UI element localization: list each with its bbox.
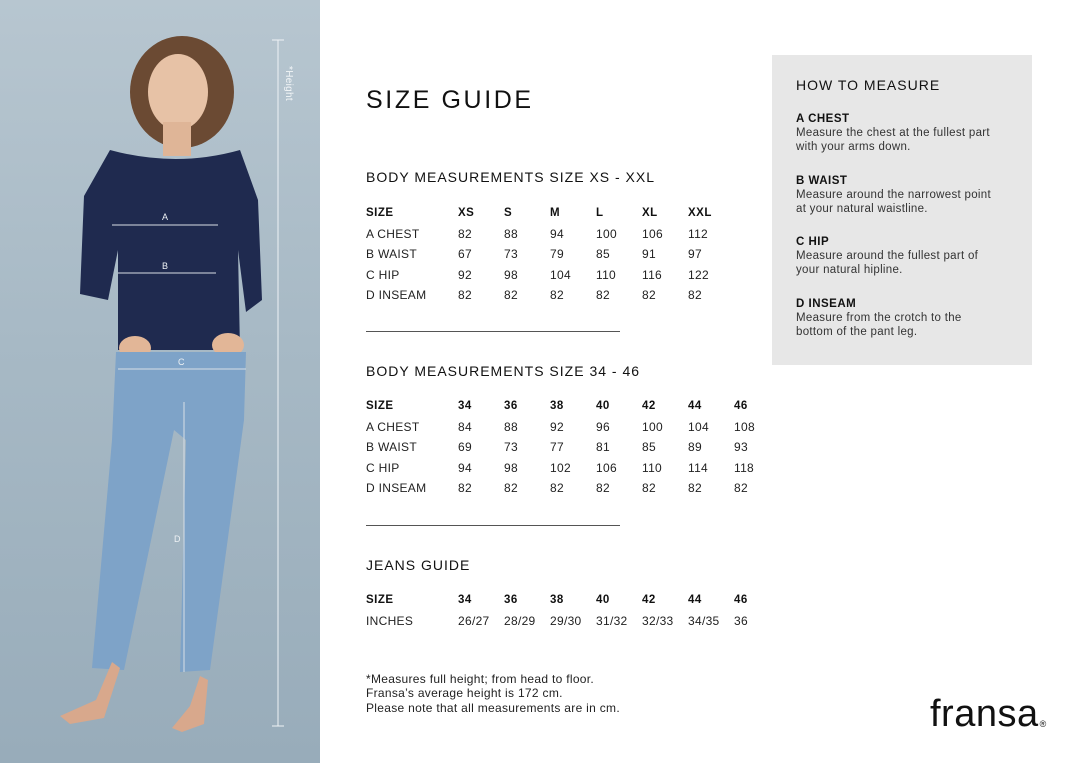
table-cell: 82 [596,288,610,303]
how-item-text: Measure the chest at the fullest part [796,127,990,139]
table-cell: D INSEAM [366,288,427,303]
table-cell: 82 [642,288,656,303]
table-header-cell: 40 [596,594,610,607]
table-cell: 82 [458,288,472,303]
table-cell: 69 [458,440,472,455]
table-cell: 106 [596,460,617,475]
table-cell: 82 [596,481,610,496]
table-header-cell: SIZE [366,594,394,607]
table-header-cell: M [550,207,561,220]
table-cell: 104 [688,419,709,434]
table-row [366,244,734,265]
table-cell: B WAIST [366,440,417,455]
table-cell: 67 [458,247,472,262]
table-header-cell: L [596,207,604,220]
table-cell: 112 [688,226,709,241]
table-header-cell: SIZE [366,400,394,413]
model-photo [0,0,320,763]
how-item-label: B WAIST [796,174,848,187]
table-cell: 88 [504,226,518,241]
table-cell: 32/33 [642,613,674,628]
table-cell: 114 [688,460,709,475]
how-item-label: C HIP [796,236,830,249]
how-item-text: Measure around the fullest part of [796,250,979,263]
how-to-measure-box [772,55,1032,365]
table-cell: 92 [458,267,472,282]
mark-c: C [178,357,185,367]
table-cell: 96 [596,419,610,434]
footnote-line: Please note that all measurements are in cm. [366,700,620,715]
table-row [366,265,734,286]
divider [366,525,620,526]
table-header-cell: XL [642,207,658,220]
how-item-text: at your natural waistline. [796,202,928,215]
how-item-chest [796,112,1008,155]
table-cell: 100 [642,419,663,434]
table-cell: 34/35 [688,613,720,628]
table-cell: 106 [642,226,663,241]
table-header-row [366,203,734,224]
table-cell: 108 [734,419,755,434]
table-cell: 82 [688,481,702,496]
how-item-inseam [796,297,1008,340]
registered-mark: ® [1039,719,1047,729]
table-cell: 116 [642,267,663,282]
table-header-cell: XXL [688,207,712,220]
table-cell: 26/27 [458,613,490,628]
table-row [366,478,780,499]
page-title: SIZE GUIDE [366,86,534,114]
table-cell: 79 [550,247,564,262]
mark-a: A [162,212,169,222]
table-cell: 122 [688,267,709,282]
height-label: *Height [283,66,294,101]
table-cell: 94 [550,226,564,241]
table-header-cell: 36 [504,400,518,413]
table-row [366,611,780,632]
table-row [366,224,734,245]
table-header-cell: XS [458,207,475,220]
table-cell: 110 [596,267,617,282]
table-header-cell: 36 [504,594,518,607]
table-cell: 82 [688,288,702,303]
table-header-cell: 44 [688,594,702,607]
table-cell: 102 [550,460,571,475]
how-item-text: your natural hipline. [796,264,903,277]
table-cell: 29/30 [550,613,582,628]
table-cell: A CHEST [366,419,420,434]
table-cell: INCHES [366,613,414,628]
table-cell: 82 [504,288,518,303]
table-header-cell: 46 [734,594,748,607]
table-cell: 82 [734,481,748,496]
table-header-cell: S [504,207,513,220]
table-header-cell: 38 [550,594,564,607]
divider [366,331,620,332]
jeans-size-table [366,590,780,631]
table-cell: A CHEST [366,226,420,241]
table-cell: 85 [596,247,610,262]
table-cell: 28/29 [504,613,536,628]
table-row [366,417,780,438]
mark-d: D [174,534,181,544]
table-cell: C HIP [366,460,400,475]
table-header-cell: 42 [642,400,656,413]
table-header-cell: 34 [458,400,472,413]
how-item-text: Measure around the narrowest point [796,188,991,201]
table-cell: 94 [458,460,472,475]
how-item-text: Measure from the crotch to the [796,311,962,324]
section-title-34-46: BODY MEASUREMENTS SIZE 34 - 46 [366,363,641,379]
brand-logo [930,692,1047,736]
table-cell: 82 [504,481,518,496]
how-item-label: D INSEAM [796,297,857,310]
section-title-xs-xxl: BODY MEASUREMENTS SIZE XS - XXL [366,169,656,185]
table-cell: C HIP [366,267,400,282]
table-cell: 89 [688,440,702,455]
table-header-cell: 42 [642,594,656,607]
footnote-line: Fransa’s average height is 172 cm. [366,686,563,701]
table-cell: 84 [458,419,472,434]
footnote [366,672,620,715]
size-table-xs-xxl [366,203,734,306]
table-row [366,458,780,479]
table-cell: 110 [642,460,663,475]
table-cell: 100 [596,226,617,241]
table-cell: 31/32 [596,613,628,628]
table-header-cell: 40 [596,400,610,413]
table-cell: 81 [596,440,610,455]
table-header-cell: 44 [688,400,702,413]
how-item-text: with your arms down. [796,141,911,154]
how-item-text: bottom of the pant leg. [796,326,918,339]
table-cell: 97 [688,247,702,262]
table-header-cell: 46 [734,400,748,413]
footnote-line: *Measures full height; from head to floor. [366,672,595,686]
how-item-hip [796,235,1008,278]
table-cell: 92 [550,419,564,434]
table-header-row [366,590,780,611]
table-cell: B WAIST [366,247,417,262]
how-item-label: A CHEST [796,113,850,125]
table-cell: 82 [458,226,472,241]
table-cell: 118 [734,460,755,475]
table-row [366,285,734,306]
table-header-cell: SIZE [366,207,394,220]
how-to-measure-title: HOW TO MEASURE [796,77,941,93]
table-cell: 98 [504,460,518,475]
table-cell: 73 [504,247,518,262]
table-cell: 73 [504,440,518,455]
table-header-row [366,396,780,417]
table-cell: 77 [550,440,564,455]
table-cell: 82 [550,481,564,496]
mark-b: B [162,261,169,271]
table-cell: D INSEAM [366,481,427,496]
brand-logo-text: fransa [930,693,1039,735]
table-cell: 91 [642,247,656,262]
table-cell: 88 [504,419,518,434]
table-cell: 36 [734,613,748,628]
how-item-waist [796,174,1008,217]
section-title-jeans: JEANS GUIDE [366,557,471,573]
table-cell: 98 [504,267,518,282]
table-cell: 85 [642,440,656,455]
table-header-cell: 34 [458,594,472,607]
table-cell: 82 [458,481,472,496]
size-table-34-46 [366,396,780,499]
table-cell: 104 [550,267,571,282]
table-cell: 93 [734,440,748,455]
table-cell: 82 [642,481,656,496]
model-illustration [0,0,320,763]
table-header-cell: 38 [550,400,564,413]
table-row [366,437,780,458]
table-cell: 82 [550,288,564,303]
